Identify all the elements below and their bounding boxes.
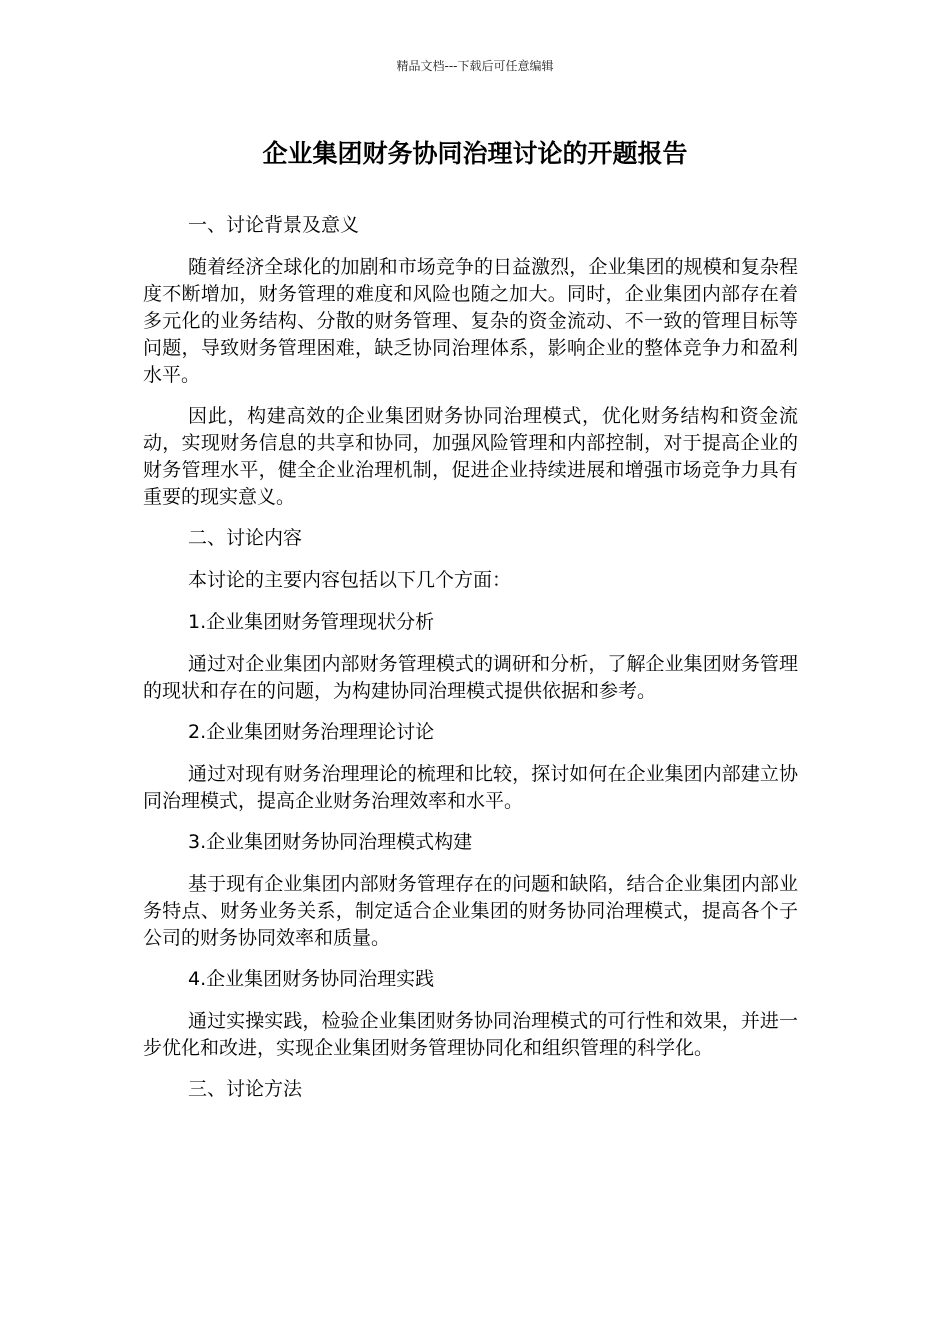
subheading-item-2: 2.企业集团财务治理理论讨论 xyxy=(188,721,435,743)
paragraph-content-intro: 本讨论的主要内容包括以下几个方面： xyxy=(188,569,512,591)
section-heading-background: 一、讨论背景及意义 xyxy=(188,214,360,236)
paragraph-item-1: 通过对企业集团内部财务管理模式的调研和分析，了解企业集团财务管理的现状和存在的问题，为构建协同治理模式提供依据和参考。 xyxy=(143,653,798,702)
document-title: 企业集团财务协同治理讨论的开题报告 xyxy=(262,139,688,168)
section-heading-method: 三、讨论方法 xyxy=(188,1078,303,1100)
paragraph-background-2: 因此，构建高效的企业集团财务协同治理模式，优化财务结构和资金流动，实现财务信息的共享和协同，加强风险管理和内部控制，对于提高企业的财务管理水平，健全企业治理机制，促进企业持续进展和增强市场竞争力具有重要的现实意义。 xyxy=(143,405,798,508)
paragraph-item-4: 通过实操实践，检验企业集团财务协同治理模式的可行性和效果，并进一步优化和改进，实现企业集团财务管理协同化和组织管理的科学化。 xyxy=(143,1010,798,1059)
paragraph-item-3: 基于现有企业集团内部财务管理存在的问题和缺陷，结合企业集团内部业务特点、财务业务关系，制定适合企业集团的财务协同治理模式，提高各个子公司的财务协同效率和质量。 xyxy=(143,873,798,949)
document-body xyxy=(143,212,798,1118)
paragraph-background-1: 随着经济全球化的加剧和市场竞争的日益激烈，企业集团的规模和复杂程度不断增加，财务管理的难度和风险也随之加大。同时，企业集团内部存在着多元化的业务结构、分散的财务管理、复杂的资金流动、不一致的管理目标等问题，导致财务管理困难，缺乏协同治理体系，影响企业的整体竞争力和盈利水平。 xyxy=(143,256,798,386)
section-heading-content: 二、讨论内容 xyxy=(188,527,303,549)
page-header-note: 精品文档---下载后可任意编辑 xyxy=(396,59,554,73)
subheading-item-3: 3.企业集团财务协同治理模式构建 xyxy=(188,831,473,853)
paragraph-item-2: 通过对现有财务治理理论的梳理和比较，探讨如何在企业集团内部建立协同治理模式，提高企业财务治理效率和水平。 xyxy=(143,763,798,812)
subheading-item-4: 4.企业集团财务协同治理实践 xyxy=(188,968,435,990)
subheading-item-1: 1.企业集团财务管理现状分析 xyxy=(188,611,435,633)
